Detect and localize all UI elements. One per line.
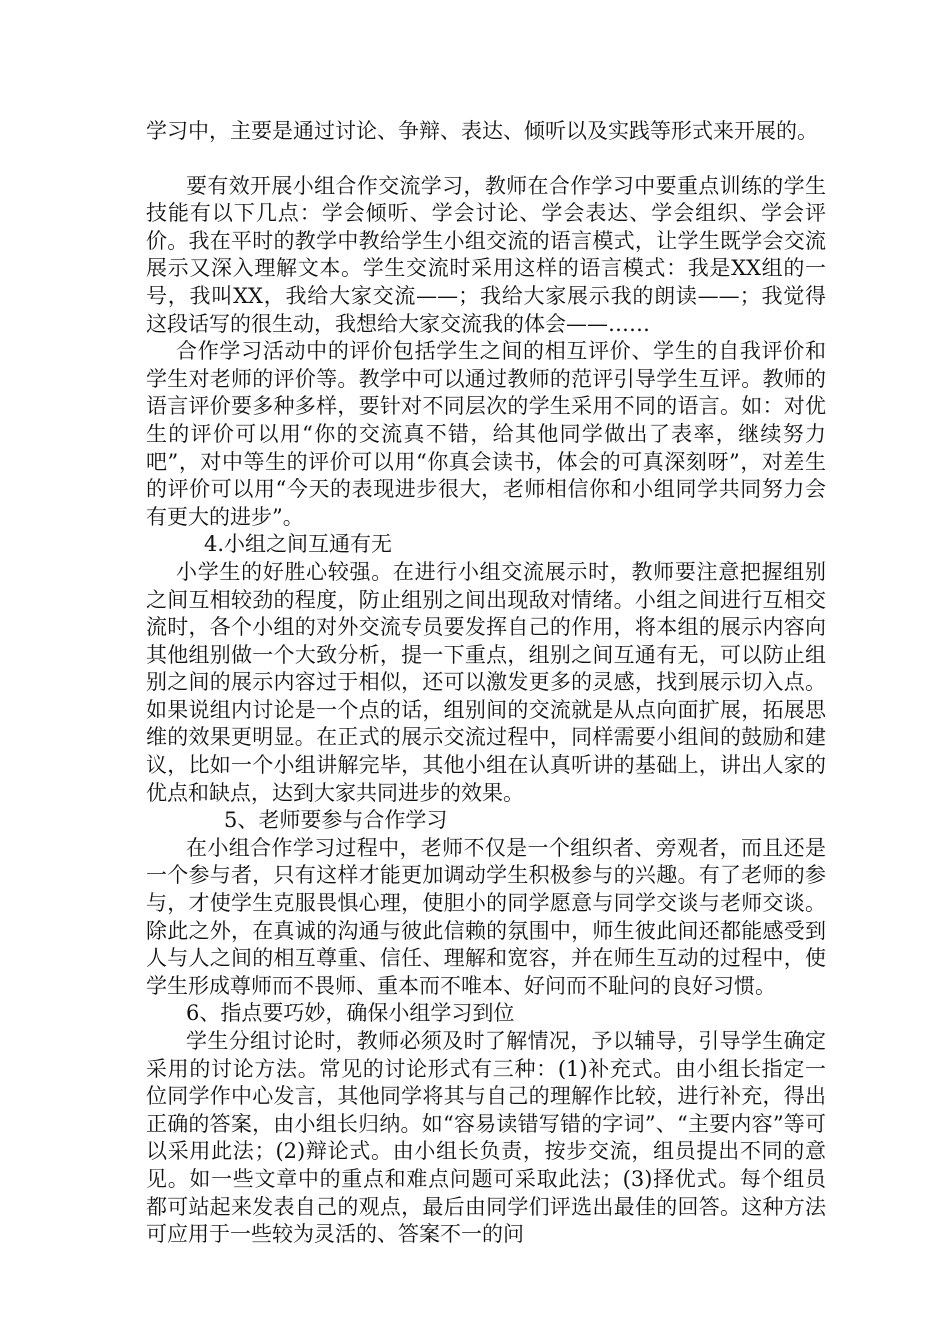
- paragraph-group-exchange: 小学生的好胜心较强。在进行小组交流展示时，教师要注意把握组别之间互相较劲的程度，防止组别之间出现敌对情绪。小组之间进行互相交流时，各个小组的对外交流专员要发挥自己的作用，将本组的展示内容向其他组别做一个大致分析，提一下重点，组别之间互通有无，可以防止组别之间的展示内容过于相似，还可以激发更多的灵感，找到展示切入点。如果说组内讨论是一个点的话，组别间的交流就是从点向面扩展，拓展思维的效果更明显。在正式的展示交流过程中，同样需要小组间的鼓励和建议，比如一个小组讲解完毕，其他小组在认真听讲的基础上，讲出人家的优点和缺点，达到大家共同进步的效果。: [146, 559, 826, 805]
- section-heading-5: 5、老师要参与合作学习: [224, 808, 448, 833]
- paragraph-language-mode: 要有效开展小组合作交流学习，教师在合作学习中要重点训练的学生技能有以下几点：学会倾听、学会讨论、学会表达、学会组织、学会评价。我在平时的教学中教给学生小组交流的语言模式，让学生既学会交流展示又深入理解文本。学生交流时采用这样的语言模式：我是XX组的一号，我叫XX，我给大家交流——；我给大家展示我的朗读——；我觉得这段话写的很生动，我想给大家交流我的体会——……: [146, 173, 826, 336]
- paragraph-intro-continued: 学习中，主要是通过讨论、争辩、表达、倾听以及实践等形式来开展的。: [146, 119, 818, 143]
- section-heading-4: 4.小组之间互通有无: [204, 532, 393, 557]
- paragraph-evaluation: 合作学习活动中的评价包括学生之间的相互评价、学生的自我评价和学生对老师的评价等。教学中可以通过教师的范评引导学生互评。教师的语言评价要多种多样，要针对不同层次的学生采用不同的语言。如：对优生的评价可以用“你的交流真不错，给其他同学做出了表率，继续努力吧”，对中等生的评价可以用“你真会读书，体会的可真深刻呀”，对差生的评价可以用“今天的表现进步很大，老师相信你和小组同学共同努力会有更大的进步”。: [146, 339, 826, 529]
- paragraph-teacher-participation: 在小组合作学习过程中，老师不仅是一个组织者、旁观者，而且还是一个参与者，只有这样才能更加调动学生积极参与的兴趣。有了老师的参与，才使学生克服畏惧心理，使胆小的同学愿意与同学交谈与老师交谈。除此之外，在真诚的沟通与彼此信赖的氛围中，师生彼此间还都能感受到人与人之间的相互尊重、信任、理解和宽容，并在师生互动的过程中，使学生形成尊师而不畏师、重本而不唯本、好问而不耻问的良好习惯。: [146, 835, 826, 998]
- section-heading-6: 6、指点要巧妙，确保小组学习到位: [186, 1001, 515, 1026]
- paragraph-discussion-methods: 学生分组讨论时，教师必须及时了解情况，予以辅导，引导学生确定采用的讨论方法。常见的讨论形式有三种：(1)补充式。由小组长指定一位同学作中心发言，其他同学将其与自己的理解作比较，进行补充，得出正确的答案，由小组长归纳。如“容易读错写错的字词”、“主要内容”等可以采用此法；(2)辩论式。由小组长负责，按步交流，组员提出不同的意见。如一些文章中的重点和难点问题可采取此法；(3)择优式。每个组员都可站起来发表自己的观点，最后由同学们评选出最佳的回答。这种方法可应用于一些较为灵活的、答案不一的问: [146, 1029, 826, 1247]
- document-body: [146, 118, 826, 1249]
